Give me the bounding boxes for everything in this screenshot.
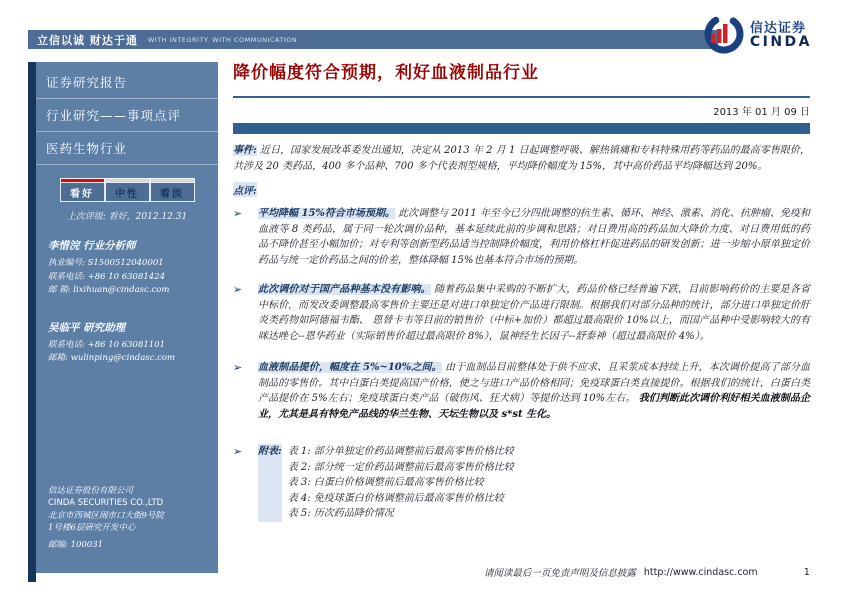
- comment-body: 此次调整与 2011 年至今已分四批调整的抗生素、循环、神经、激素、消化、抗肿瘤、免疫和血液等 8 类药品，属于同一轮次调价品种，基本延续此前的步调和思路；对日费用高的药品加大降价力度、对日费用低的药品不降价甚至小幅加价；对专利等创新型药品适当控制降价幅度，利用价格杠杆促进药品的研发创新；进一步缩小原单独定价药品与统一定价药品之间的价差，整体降幅 15%也基本符合市场的预期。: [258, 208, 811, 266]
- disclaimer-note: 请阅读最后一页免责声明及信息披露: [483, 568, 636, 579]
- comment-body: 随着药品集中采购的不断扩大，药品价格已经普遍下跌，目前影响药价的主要是各省中标价，而发改委调整最高零售价主要还是对进口单独定价产品进行限制。根据我们对部分品种的统计，部分进口单独定价肝炎类药物如阿德福韦酯、 恩替卡韦等目前的销售价（中标+加价）都超过最高限价 10%以上，而国产品种中受影响较大的有咪达唑仑--恩华药业（实际销售价超过最高限价 8%），鼠神经生长因子--舒泰神（超过最高限价 4%）。: [258, 284, 810, 342]
- comment-text: [258, 282, 810, 344]
- company-street: 北京市西城区闹市口大街9号院: [48, 510, 164, 521]
- appendix-table-4: 表 4: 免疫球蛋白价格调整前后最高零售价格比较: [287, 492, 504, 504]
- report-date: 2013 年 01 月 09 日: [713, 107, 810, 118]
- company-address-block: [48, 485, 164, 552]
- company-building: 1号楼6层研究开发中心: [48, 523, 136, 533]
- appendix-table-3: 表 3: 白蛋白价格调整前后最高零售价格比较: [287, 477, 484, 488]
- comment-text: [258, 360, 810, 422]
- analyst-name: 吴临平 研究助理: [48, 321, 126, 334]
- comment-bullet-1: [233, 206, 810, 268]
- analyst-block-1: [48, 238, 210, 298]
- top-slogan-bar: [28, 30, 718, 49]
- analyst-email[interactable]: 邮箱: wulinping@cindasc.com: [48, 353, 176, 363]
- sidebar-item-industry: 医药生物行业: [36, 132, 218, 165]
- page-number: 1: [803, 566, 810, 578]
- appendix-label: 附表:: [258, 444, 282, 522]
- slogan-chinese: 立信以诚 财达于通: [37, 33, 138, 47]
- rating-option-positive: 看好: [60, 178, 105, 202]
- bullet-arrow-icon: ➢: [233, 361, 243, 374]
- analyst-email[interactable]: 邮 箱: lixihuan@cindasc.com: [48, 285, 170, 295]
- comment-section-label: 点评:: [233, 182, 257, 197]
- event-label: 事件:: [233, 145, 257, 156]
- sidebar: [36, 62, 218, 573]
- cinda-logo-icon: [699, 12, 745, 60]
- appendix-table-1: 表 1: 部分单独定价药品调整前后最高零售价格比较: [287, 446, 514, 457]
- logo-name-english: CINDA: [749, 34, 812, 51]
- comment-conclusion: 我们判断此次调价利好相关血液制品企业，尤其是具有特免产品线的华兰生物、天坛生物以及 s*st 生化。: [258, 393, 810, 420]
- event-text: 近日，国家发展改革委发出通知，决定从 2013 年 2 月 1 日起调整呼吸、解热镇痛和专科特殊用药等药品的最高零售限价，共涉及 20 类药品，400 多个品种、700 多个代表剂型规格，平均降价幅度为 15%，其中高价药品平均降幅达到 20%。: [233, 145, 810, 172]
- cinda-logo: [699, 12, 812, 60]
- company-postcode: 邮编: 100031: [48, 539, 104, 550]
- analyst-phone: 联系电话: +86 10 63081101: [48, 339, 165, 350]
- left-accent-strip: [28, 62, 36, 582]
- logo-name-chinese: 信达证券: [749, 20, 806, 36]
- bullet-arrow-icon: ➢: [233, 283, 243, 296]
- analyst-phone: 联系电话: +86 10 63081424: [48, 271, 165, 282]
- appendix-table-5: 表 5: 历次药品降价情况: [287, 508, 394, 519]
- page-footer: [233, 565, 810, 579]
- rating-widget: [60, 178, 195, 202]
- section-divider-bar: [233, 123, 810, 134]
- comment-bullet-3: [233, 360, 810, 422]
- analyst-block-2: [48, 320, 210, 366]
- main-content: [233, 58, 810, 522]
- last-rating-note: 上次评级: 看好，2012.12.31: [66, 212, 188, 222]
- bullet-arrow-icon: ➢: [233, 207, 243, 220]
- analyst-license: 执业编号: S1500512040001: [48, 258, 164, 268]
- company-url-link[interactable]: http://www.cindasc.com: [643, 566, 758, 578]
- comment-bullet-2: [233, 282, 810, 344]
- bullet-arrow-icon: ➢: [233, 445, 243, 458]
- comment-lead: 此次调价对于国产品种基本没有影响。: [258, 284, 431, 295]
- appendix-bullet: [233, 444, 810, 522]
- comment-body: 由于血制品目前整体处于供不应求、且采浆成本持续上升，本次调价提高了部分血制品的零售价。其中白蛋白类提高国产价格，使之与进口产品价格相同；免疫球蛋白类直接提价。根据我们的统计，白蛋白类产品提价在 5%左右；免疫球蛋白类产品（破伤风、狂犬病）等提价达到 10%左右。: [258, 362, 811, 404]
- appendix-table-list: [288, 444, 514, 522]
- appendix-table-2: 表 2: 部分统一定价药品调整前后最高零售价格比较: [287, 461, 514, 473]
- report-title: 降价幅度符合预期，利好血液制品行业: [233, 63, 539, 83]
- comment-text: [258, 206, 810, 268]
- company-name-en: CINDA SECURITIES CO.,LTD: [48, 498, 164, 508]
- rating-option-neutral: 中性: [105, 178, 150, 202]
- comment-lead: 平均降幅 15%符合市场预期。: [258, 208, 395, 219]
- slogan-english: WITH INTEGRITY. WITH COMMUNICATION: [147, 35, 298, 44]
- event-paragraph: [233, 143, 810, 174]
- sidebar-item-report-type: 证券研究报告: [36, 66, 218, 99]
- analyst-name: 李惜浣 行业分析师: [48, 240, 136, 252]
- sidebar-item-research-category: 行业研究——事项点评: [36, 99, 218, 132]
- comment-lead: 血液制品提价，幅度在 5%~10%之间。: [258, 362, 442, 373]
- logo-wordmark: [750, 22, 812, 50]
- title-rule: [233, 96, 810, 98]
- rating-option-negative: 看淡: [150, 178, 195, 202]
- company-name-cn: 信达证券股份有限公司: [48, 485, 134, 496]
